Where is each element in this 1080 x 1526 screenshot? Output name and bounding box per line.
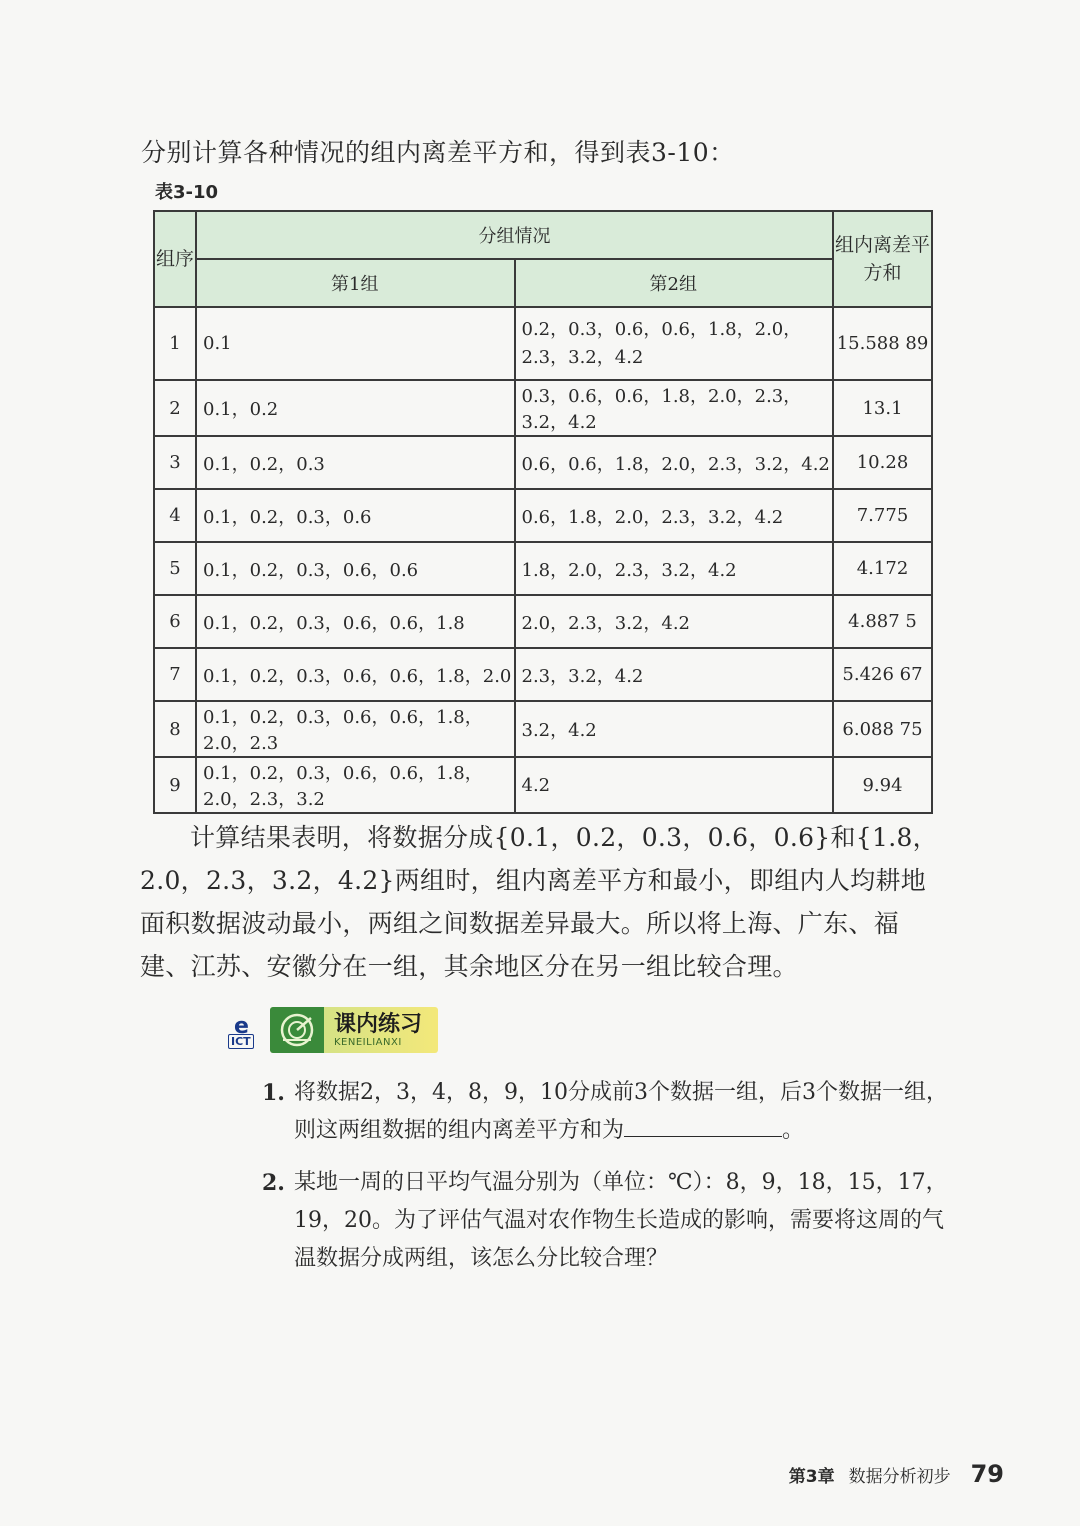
row-group1: 0.1 [196,307,515,380]
conclusion-paragraph [140,816,946,988]
row-group1: 0.1，0.2 [196,380,515,436]
practice-badge [228,1007,438,1053]
row-index: 5 [154,542,196,595]
row-ss: 6.088 75 [833,701,932,757]
row-ss: 13.1 [833,380,932,436]
chapter-title: 数据分析初步 [848,1467,951,1487]
row-index: 8 [154,701,196,757]
row-group2: 2.3，3.2，4.2 [515,648,834,701]
table-row [154,542,932,595]
row-ss: 10.28 [833,436,932,489]
row-group2: 0.6，1.8，2.0，2.3，3.2，4.2 [515,489,834,542]
row-group1: 0.1，0.2，0.3 [196,436,515,489]
row-group1: 0.1，0.2，0.3，0.6，0.6 [196,542,515,595]
table-row [154,489,932,542]
row-ss: 7.775 [833,489,932,542]
row-group2: 0.3，0.6，0.6，1.8，2.0，2.3，3.2，4.2 [515,380,834,436]
table-row [154,307,932,380]
header-group1: 第1组 [196,259,515,307]
row-group2: 0.2，0.3，0.6，0.6，1.8，2.0，2.3，3.2，4.2 [515,307,834,380]
exercise-2 [262,1164,952,1278]
row-group2: 4.2 [515,757,834,813]
header-group2: 第2组 [515,259,834,307]
table-row [154,757,932,813]
ict-logo-icon: e ICT [228,1010,266,1050]
table-caption: 表3-10 [155,182,219,203]
exercise-number: 1. [262,1080,285,1106]
exercise-1 [262,1074,952,1150]
exercise-text: 将数据2，3，4，8，9，10分成前3个数据一组，后3个数据一组，则这两组数据的组内离差平方和为 [294,1080,948,1143]
row-group1: 0.1，0.2，0.3，0.6，0.6，1.8 [196,595,515,648]
row-index: 9 [154,757,196,813]
row-ss: 4.887 5 [833,595,932,648]
row-group1: 0.1，0.2，0.3，0.6 [196,489,515,542]
row-index: 3 [154,436,196,489]
practice-subtitle: KENEILIANXI [334,1037,402,1048]
row-ss: 4.172 [833,542,932,595]
page-number: 79 [970,1460,1004,1488]
conclusion-text: 计算结果表明，将数据分成{0.1，0.2，0.3，0.6，0.6}和{1.8，2.0，2.3，3.2，4.2}两组时，组内离差平方和最小，即组内人均耕地面积数据波动最小，两组之间数据差异最大。所以将上海、广东、福建、江苏、安徽分在一组，其余地区分在另一组比较合理。 [140,823,938,981]
protractor-icon [270,1007,324,1053]
row-index: 7 [154,648,196,701]
table-row [154,436,932,489]
row-index: 2 [154,380,196,436]
row-index: 6 [154,595,196,648]
row-ss: 5.426 67 [833,648,932,701]
table-row [154,380,932,436]
row-group2: 2.0，2.3，3.2，4.2 [515,595,834,648]
exercise-text-end: 。 [782,1118,805,1143]
exercise-text: 某地一周的日平均气温分别为（单位：℃）：8，9，18，15，17，19，20。为了评估气温对农作物生长造成的影响，需要将这周的气温数据分成两组，该怎么分比较合理？ [294,1170,948,1271]
table-row [154,648,932,701]
row-ss: 9.94 [833,757,932,813]
chapter-label: 第3章 [788,1467,835,1487]
intro-text: 分别计算各种情况的组内离差平方和，得到表3-10： [141,138,735,167]
row-group2: 1.8，2.0，2.3，3.2，4.2 [515,542,834,595]
header-ss: 组内离差平方和 [833,211,932,307]
row-index: 1 [154,307,196,380]
row-group1: 0.1，0.2，0.3，0.6，0.6，1.8，2.0 [196,648,515,701]
data-table [153,210,933,814]
header-grouping: 分组情况 [196,211,833,259]
row-group2: 0.6，0.6，1.8，2.0，2.3，3.2，4.2 [515,436,834,489]
table-row [154,701,932,757]
row-ss: 15.588 89 [833,307,932,380]
row-group2: 3.2，4.2 [515,701,834,757]
header-index: 组序 [154,211,196,307]
exercise-number: 2. [262,1170,285,1196]
row-index: 4 [154,489,196,542]
table-row [154,595,932,648]
page-footer [789,1460,1004,1488]
row-group1: 0.1，0.2，0.3，0.6，0.6，1.8，2.0，2.3 [196,701,515,757]
row-group1: 0.1，0.2，0.3，0.6，0.6，1.8，2.0，2.3，3.2 [196,757,515,813]
answer-blank[interactable] [624,1114,782,1137]
practice-banner [270,1007,438,1053]
practice-title: 课内练习 [334,1012,423,1037]
